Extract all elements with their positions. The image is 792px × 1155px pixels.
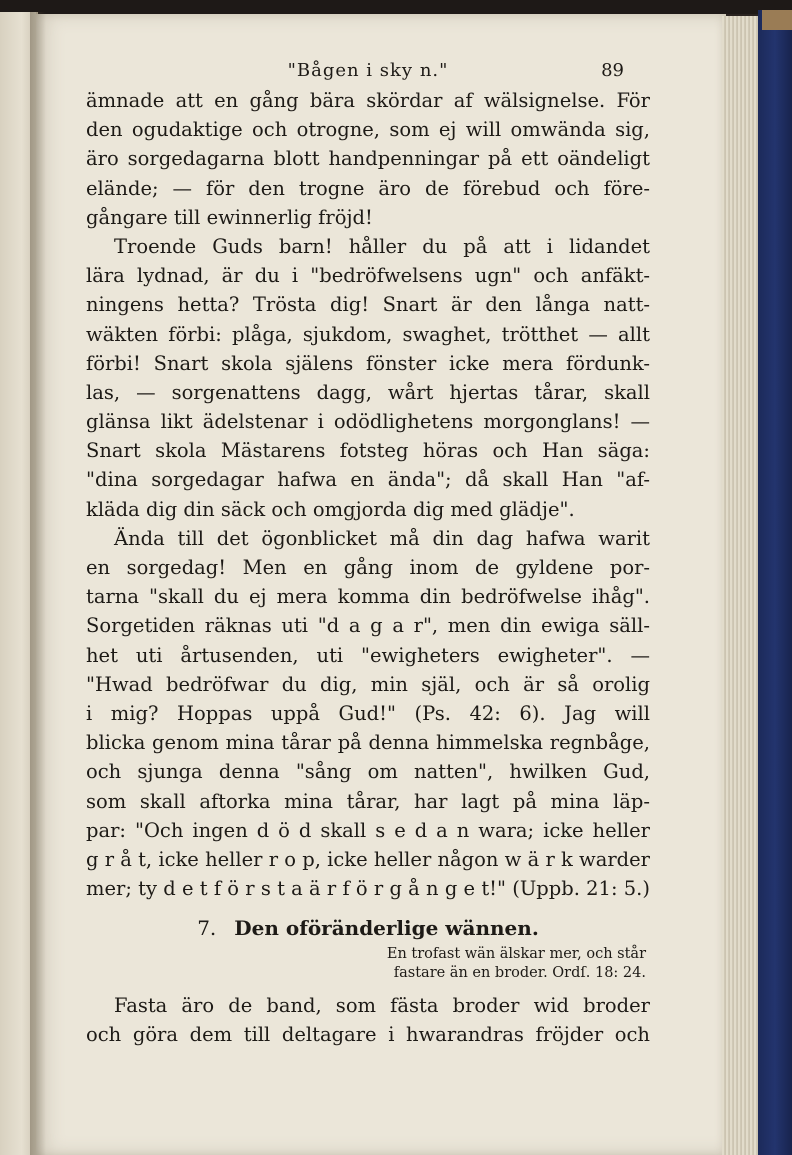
- page-header: [86, 56, 650, 86]
- section-number: 7.: [197, 916, 217, 941]
- text-line: Sorgetiden räknas uti "d a g a r", men din ewiga säll-: [86, 614, 650, 638]
- text-line: g r å t, icke heller r o p, icke heller någon w ä r k warder: [86, 847, 650, 871]
- text-line: las, — sorgenattens dagg, wårt hjertas tårar, skall: [86, 380, 650, 404]
- section-title: Den oföränderlige wännen.: [234, 916, 539, 941]
- text-line: Snart skola Mästarens fotsteg höras och Han säga:: [86, 439, 650, 463]
- text-line: mer; ty d e t f ö r s t a ä r f ö r g å n g e t!" (Uppb. 21: 5.): [86, 877, 650, 901]
- text-line: som skall aftorka mina tårar, har lagt på mina läp-: [86, 789, 650, 813]
- paragraph-4: [86, 991, 650, 1049]
- top-shadow-band: [0, 0, 792, 14]
- epigraph-line: fastare än en broder. Ordſ. 18: 24.: [393, 965, 646, 982]
- page-text: [86, 56, 650, 1050]
- text-line: lära lydnad, är du i "bedröfwelsens ugn" och anfäkt-: [86, 264, 650, 288]
- epigraph-line: En trofast wän älskar mer, och står: [386, 946, 646, 963]
- epigraph: [86, 945, 650, 983]
- text-line: kläda dig din säck och omgjorda dig med glädje".: [86, 497, 575, 521]
- text-line: ämnade att en gång bära skördar af wälsignelse. För: [86, 89, 650, 112]
- page-edges: [722, 16, 762, 1155]
- spine-shadow: [30, 12, 46, 1155]
- text-line: en sorgedag! Men en gång inom de gyldene por-: [86, 556, 650, 579]
- text-line: och göra dem till deltagare i hwarandras fröjder och: [86, 1023, 650, 1047]
- text-line: förbi! Snart skola själens fönster icke mera fördunk-: [86, 351, 650, 375]
- text-line: "Hwad bedröfwar du dig, min själ, och är så orolig: [86, 672, 650, 696]
- text-line: blicka genom mina tårar på denna himmelska regnbåge,: [86, 731, 650, 755]
- text-line: i mig? Hoppas uppå Gud!" (Ps. 42: 6). Jag will: [86, 701, 650, 725]
- text-line: wäkten förbi: plåga, sjukdom, swaghet, trötthet — allt: [86, 322, 650, 346]
- text-line: tarna "skall du ej mera komma din bedröfwelse ihåg".: [86, 585, 650, 609]
- paragraph-2: [86, 232, 650, 524]
- section-heading: [86, 911, 650, 945]
- text-line: glänsa likt ädelstenar i odödlighetens morgonglans! —: [86, 410, 650, 434]
- cover-band: [762, 10, 792, 30]
- text-line: och sjunga denna "sång om natten", hwilken Gud,: [86, 760, 650, 784]
- text-line: par: "Och ingen d ö d skall s e d a n wara; icke heller: [86, 818, 650, 842]
- paragraph-1: [86, 86, 650, 232]
- text-line: äro sorgedagarna blott handpenningar på ett oändeligt: [86, 147, 650, 171]
- text-line: "dina sorgedagar hafwa en ända"; då skall Han "af-: [86, 468, 650, 492]
- text-line: Troende Guds barn! håller du på att i lidandet: [114, 234, 650, 258]
- page-number: 89: [601, 60, 624, 81]
- text-line: Ända till det ögonblicket må din dag hafwa warit: [114, 526, 650, 550]
- running-title: "Bågen i sky n.": [287, 60, 449, 81]
- text-line: Fasta äro de band, som fästa broder wid broder: [114, 994, 650, 1018]
- paragraph-3: [86, 524, 650, 903]
- text-line: den ogudaktige och otrogne, som ej will omwända sig,: [86, 118, 650, 142]
- text-line: ningens hetta? Trösta dig! Snart är den långa natt-: [86, 293, 650, 317]
- book-cover: [758, 10, 792, 1155]
- text-line: elände; — för den trogne äro de förebud och före-: [86, 176, 650, 200]
- text-line: het uti årtusenden, uti "ewigheters ewigheter". —: [86, 643, 650, 667]
- text-line: gångare till ewinnerlig fröjd!: [86, 205, 373, 229]
